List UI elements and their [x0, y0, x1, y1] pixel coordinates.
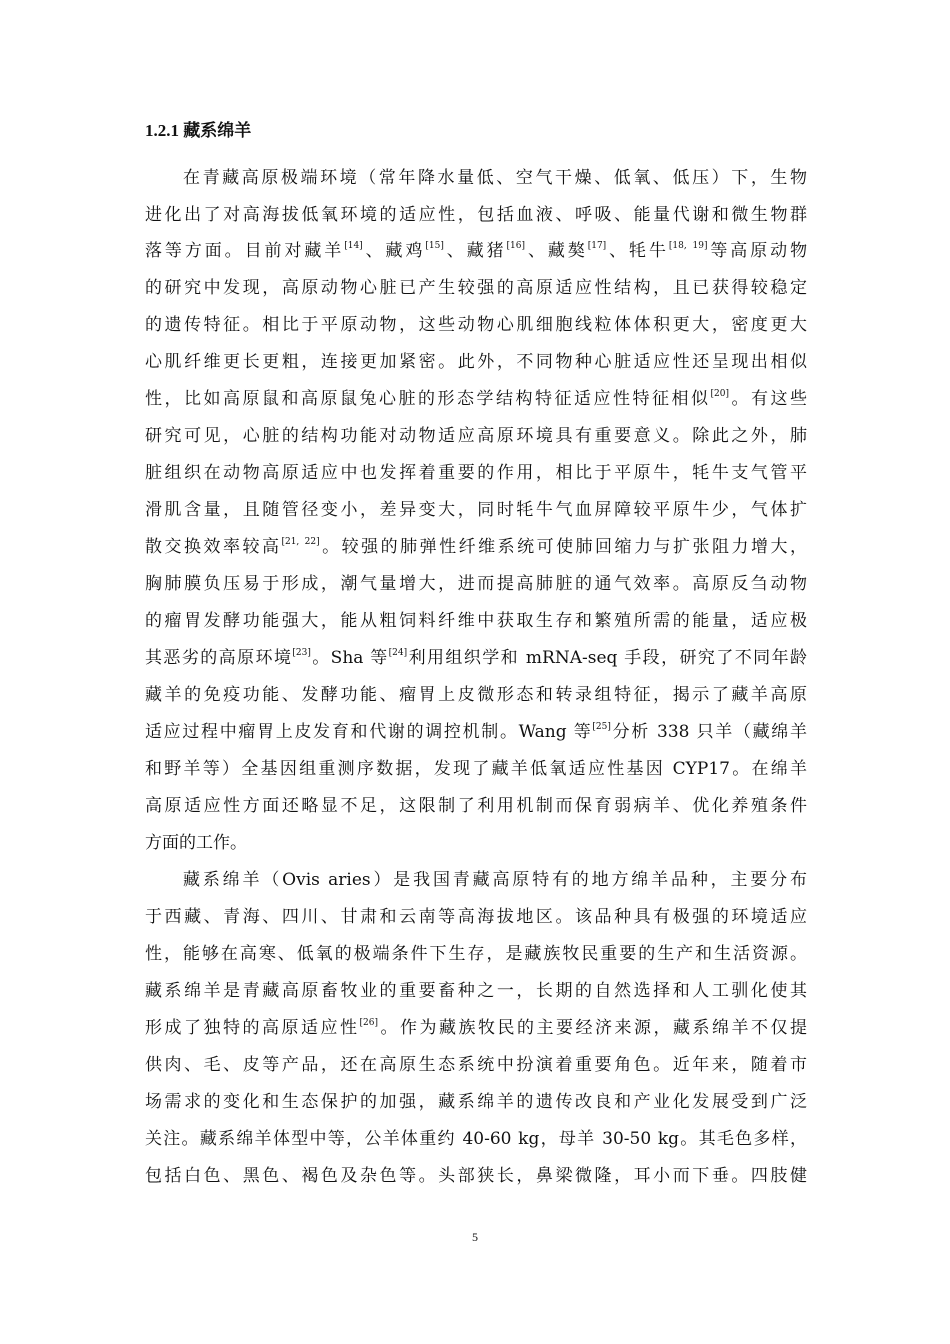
citation: [18, 19] [668, 241, 708, 251]
citation: [15] [425, 241, 444, 251]
paragraph-line: 藏系绵羊（Ovis aries）是我国青藏高原特有的地方绵羊品种，主要分布 [183, 870, 807, 890]
paragraph-line: 方面的工作。 [145, 833, 247, 853]
citation: [16] [506, 241, 526, 251]
paragraph-line: 性，比如高原鼠和高原鼠兔心脏的形态学结构特征适应性特征相似[20]。有这些 [145, 389, 808, 409]
citation: [26] [359, 1018, 378, 1028]
paragraph-line: 心肌纤维更长更粗，连接更加紧密。此外，不同物种心脏适应性还呈现出相似 [145, 352, 807, 372]
paragraph-line: 于西藏、青海、四川、甘肃和云南等高海拔地区。该品种具有极强的环境适应 [145, 907, 807, 927]
paragraph-line: 胸肺膜负压易于形成，潮气量增大，进而提高肺脏的通气效率。高原反刍动物 [145, 574, 807, 594]
citation: [14] [344, 241, 363, 251]
paragraph-line: 进化出了对高海拔低氧环境的适应性，包括血液、呼吸、能量代谢和微生物群 [145, 205, 807, 225]
citation: [24] [388, 648, 408, 658]
paragraph-line: 供肉、毛、皮等产品，还在高原生态系统中扮演着重要角色。近年来，随着市 [145, 1055, 807, 1075]
paragraph-line: 和野羊等）全基因组重测序数据，发现了藏羊低氧适应性基因 CYP17。在绵羊 [145, 759, 807, 779]
paragraph-line: 落等方面。目前对藏羊[14]、藏鸡[15]、藏猪[16]、藏獒[17]、牦牛[18, 19]等高原动物 [145, 241, 808, 261]
paragraph-line: 包括白色、黑色、褐色及杂色等。头部狭长，鼻梁微隆，耳小而下垂。四肢健 [145, 1166, 807, 1186]
paragraph-line: 研究可见，心脏的结构功能对动物适应高原环境具有重要意义。除此之外，肺 [145, 426, 807, 446]
paragraph-line: 性，能够在高寒、低氧的极端条件下生存，是藏族牧民重要的生产和生活资源。 [145, 944, 807, 964]
paragraph-line: 的研究中发现，高原动物心脏已产生较强的高原适应性结构，且已获得较稳定 [145, 278, 807, 298]
paragraph-line: 高原适应性方面还略显不足，这限制了利用机制而保育弱病羊、优化养殖条件 [145, 796, 807, 816]
paragraph-line: 的瘤胃发酵功能强大，能从粗饲料纤维中获取生存和繁殖所需的能量，适应极 [145, 611, 807, 631]
paragraph-line: 场需求的变化和生态保护的加强，藏系绵羊的遗传改良和产业化发展受到广泛 [145, 1092, 807, 1112]
paragraph-line: 滑肌含量，且随管径变小，差异变大，同时牦牛气血屏障较平原牛少，气体扩 [145, 500, 807, 520]
paragraph-line: 形成了独特的高原适应性[26]。作为藏族牧民的主要经济来源，藏系绵羊不仅提 [145, 1018, 808, 1038]
paragraph-line: 散交换效率较高[21, 22]。较强的肺弹性纤维系统可使肺回缩力与扩张阻力增大， [145, 537, 808, 557]
paragraph-line: 的遗传特征。相比于平原动物，这些动物心肌细胞线粒体体积更大，密度更大 [145, 315, 807, 335]
paragraph-line: 脏组织在动物高原适应中也发挥着重要的作用，相比于平原牛，牦牛支气管平 [145, 463, 807, 483]
citation: [17] [587, 241, 607, 251]
paragraph-line: 在青藏高原极端环境（常年降水量低、空气干燥、低氧、低压）下，生物 [183, 168, 807, 188]
paragraph-line: 关注。藏系绵羊体型中等，公羊体重约 40-60 kg，母羊 30-50 kg。其毛色多样， [145, 1129, 807, 1149]
paragraph-line: 藏羊的免疫功能、发酵功能、瘤胃上皮微形态和转录组特征，揭示了藏羊高原 [145, 685, 807, 705]
paragraph-line: 其恶劣的高原环境[23]。Sha 等[24]利用组织学和 mRNA-seq 手段，研究了不同年龄 [145, 648, 808, 668]
section-heading: 1.2.1 藏系绵羊 [145, 121, 252, 140]
page-number: 5 [472, 1230, 478, 1244]
citation: [23] [292, 648, 311, 658]
citation: [20] [710, 389, 729, 399]
paragraph-line: 藏系绵羊是青藏高原畜牧业的重要畜种之一，长期的自然选择和人工驯化使其 [145, 981, 807, 1001]
paragraph-line: 适应过程中瘤胃上皮发育和代谢的调控机制。Wang 等[25]分析 338 只羊（藏绵羊 [145, 722, 807, 742]
citation: [21, 22] [281, 537, 320, 547]
citation: [25] [592, 722, 611, 732]
